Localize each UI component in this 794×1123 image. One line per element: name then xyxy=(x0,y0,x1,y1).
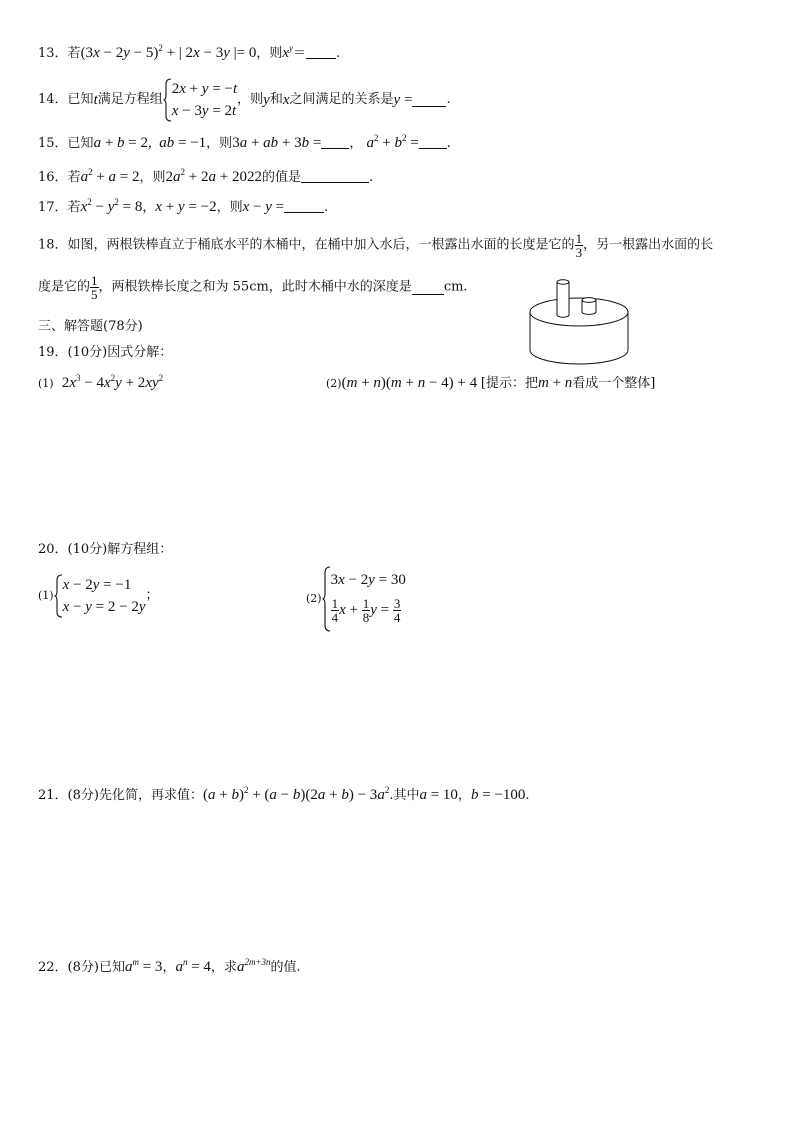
fraction-one-fifth: $\frac{1}{5}$ xyxy=(91,273,98,302)
question-16: 16．若$a^2 + a = 2$，则$2a^2 + 2a + 2022$的值是 . xyxy=(38,167,374,185)
q13-equation: $(3x - 2y - 5)^2$ + | 2x − 3y |= 0 xyxy=(80,43,257,61)
answer-blank[interactable] xyxy=(412,93,446,107)
question-20-part-1: (1) x − 2y = −1 x − y = 2 − 2y ； xyxy=(38,574,159,618)
q20-system-1: x − 2y = −1 x − y = 2 − 2y xyxy=(62,577,146,615)
q14-system: 2x + y = −t x − 3y = 2t xyxy=(171,81,238,119)
answer-blank[interactable] xyxy=(284,199,324,213)
question-20: 20．(10分)解方程组： xyxy=(38,542,173,557)
question-18-line-2: 度是它的 $\frac{1}{5}$ ，两根铁棒长度之和为 55cm，此时木桶中水的深度是 cm. xyxy=(38,273,468,302)
answer-blank[interactable] xyxy=(321,135,349,149)
question-19-part-1: (1) $2x^3 - 4x^2y + 2xy^2$ xyxy=(38,373,164,391)
question-13: 13．若$(3x - 2y - 5)^2$ + | 2x − 3y |= 0，则$x^y=$ . xyxy=(38,43,341,61)
question-14: 14．已知t满足方程组 2x + y = −t x − 3y = 2t ，则y和x之间满足的关系是y = . xyxy=(38,78,451,122)
question-15: 15．已知a + b = 2, ab = −1，则3a + ab + 3b = ， $a^2 + b^2$ = . xyxy=(38,133,451,151)
answer-blank[interactable] xyxy=(412,281,444,295)
question-19-part-2: (2)(m + n)(m + n − 4) + 4 [提示：把m + n看成一个整体] xyxy=(326,375,656,391)
question-20-part-2: (2) 3x − 2y = 30 $\frac{1}{4}$ x + $\frac{1}{8}$ y = $\frac{3}{4}$ xyxy=(306,566,406,632)
section-heading: 三、解答题(78分) xyxy=(38,319,143,334)
question-19: 19．(10分)因式分解： xyxy=(38,345,173,360)
question-17: 17．若$x^2 - y^2 = 8$，x + y = −2，则x − y = . xyxy=(38,197,329,215)
question-21: 21．(8分)先化简，再求值：$(a + b)^2 + (a - b)(2a + b) - 3a^2$.其中a = 10，b = −100. xyxy=(38,785,530,803)
barrel-figure xyxy=(528,274,630,368)
question-22: 22．(8分)已知$a^m = 3$，$a^n = 4$，求$a^{2m+3n}$的值. xyxy=(38,957,301,975)
left-brace-icon xyxy=(322,566,331,632)
left-brace-icon xyxy=(54,574,63,618)
question-18: 18．如图，两根铁棒直立于桶底水平的木桶中，在桶中加入水后，一根露出水面的长度是它的 $\frac{1}{3}$ ，另一根露出水面的长 xyxy=(38,231,714,260)
answer-blank[interactable] xyxy=(306,45,336,59)
q20-system-2: 3x − 2y = 30 $\frac{1}{4}$ x + $\frac{1}{8}$ y = $\frac{3}{4}$ xyxy=(330,572,406,626)
answer-blank[interactable] xyxy=(419,135,447,149)
answer-blank[interactable] xyxy=(301,169,369,183)
fraction-one-third: $\frac{1}{3}$ xyxy=(575,231,583,260)
left-brace-icon xyxy=(163,78,172,122)
